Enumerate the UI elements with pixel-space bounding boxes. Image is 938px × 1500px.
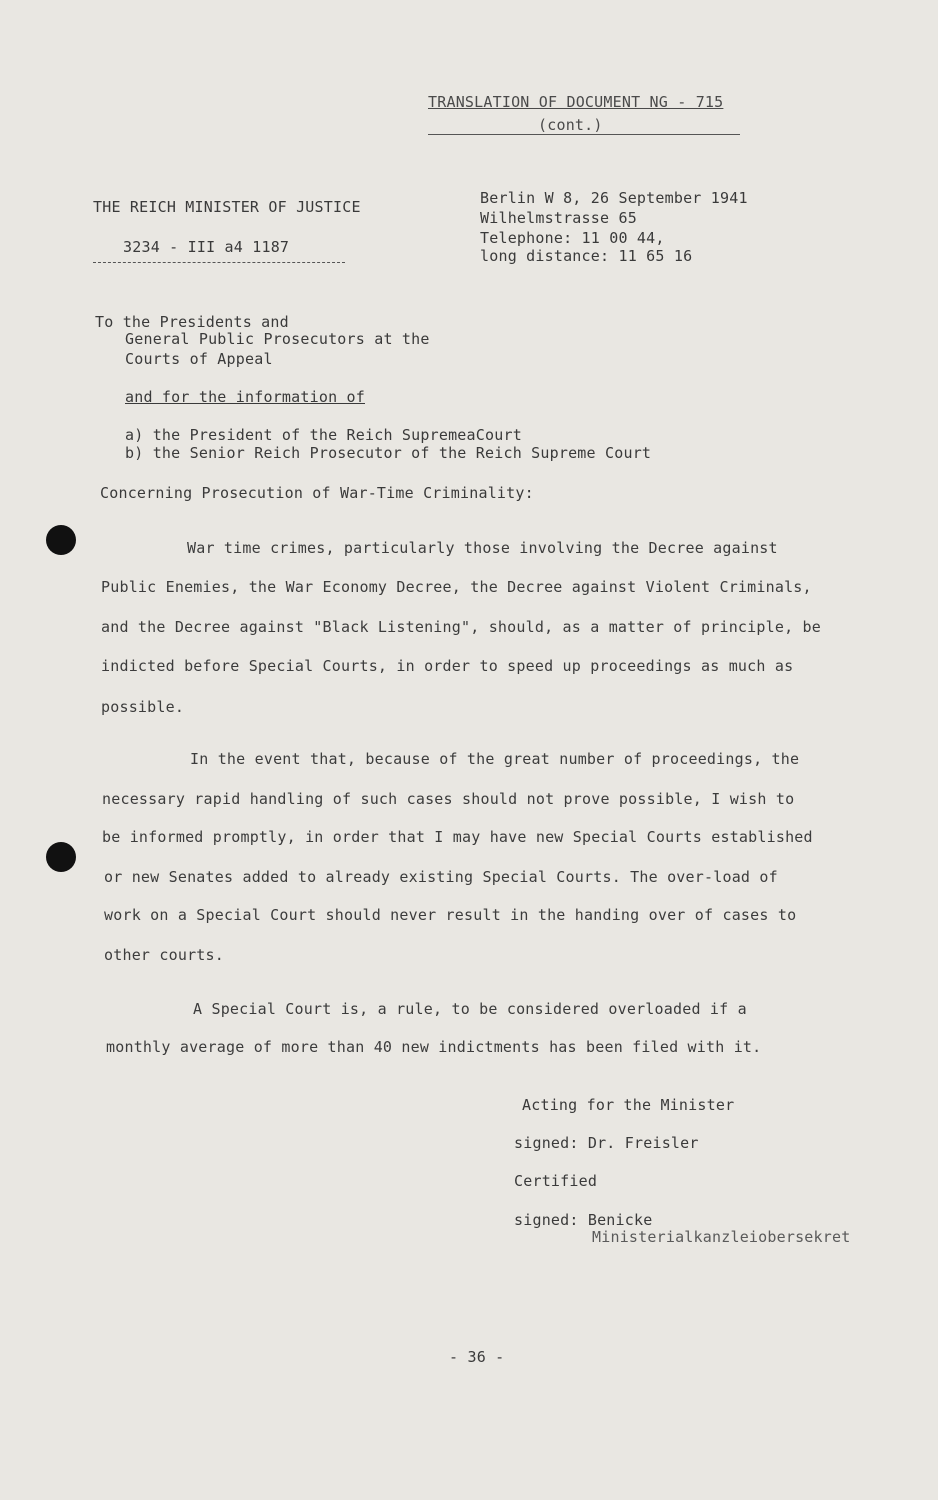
paragraph-2-line-6: other courts. bbox=[104, 946, 224, 964]
address-line-3: Telephone: 11 00 44, bbox=[480, 229, 665, 247]
punch-hole-top bbox=[46, 525, 76, 555]
address-line-4: long distance: 11 65 16 bbox=[480, 247, 693, 265]
paragraph-2-line-5: work on a Special Court should never result in the handing over of cases to bbox=[104, 906, 797, 924]
paragraph-1-line-2: Public Enemies, the War Economy Decree, the Decree against Violent Criminals, bbox=[101, 578, 812, 596]
translation-header-cont: (cont.) bbox=[538, 116, 603, 134]
recipient-line-1: To the Presidents and bbox=[95, 313, 289, 331]
signature-signed-1: signed: Dr. Freisler bbox=[514, 1134, 699, 1152]
recipient-line-3: Courts of Appeal bbox=[125, 350, 273, 368]
address-line-2: Wilhelmstrasse 65 bbox=[480, 209, 637, 227]
header-rule bbox=[428, 134, 740, 135]
paragraph-3-line-2: monthly average of more than 40 new indictments has been filed with it. bbox=[106, 1038, 762, 1056]
paragraph-1-line-3: and the Decree against "Black Listening", should, as a matter of principle, be bbox=[101, 618, 821, 636]
paragraph-1-line-5: possible. bbox=[101, 698, 185, 716]
signature-certified: Certified bbox=[514, 1172, 598, 1190]
recipient-line-2: General Public Prosecutors at the bbox=[125, 330, 430, 348]
signature-acting: Acting for the Minister bbox=[522, 1096, 735, 1114]
paragraph-2-line-4: or new Senates added to already existing Special Courts. The over-load of bbox=[104, 868, 778, 886]
info-heading: and for the information of bbox=[125, 388, 365, 406]
recipient-item-a: a) the President of the Reich SupremeaCourt bbox=[125, 426, 522, 444]
recipient-item-b: b) the Senior Reich Prosecutor of the Reich Supreme Court bbox=[125, 444, 652, 462]
subject-line: Concerning Prosecution of War-Time Criminality: bbox=[100, 484, 534, 502]
reference-rule bbox=[93, 262, 345, 263]
paragraph-1-line-4: indicted before Special Courts, in order to speed up proceedings as much as bbox=[101, 657, 794, 675]
paragraph-2-line-1: In the event that, because of the great number of proceedings, the bbox=[190, 750, 800, 768]
paragraph-2-line-2: necessary rapid handling of such cases should not prove possible, I wish to bbox=[102, 790, 795, 808]
paragraph-1-line-1: War time crimes, particularly those involving the Decree against bbox=[187, 539, 778, 557]
address-line-1: Berlin W 8, 26 September 1941 bbox=[480, 189, 748, 207]
ministry-name: THE REICH MINISTER OF JUSTICE bbox=[93, 198, 361, 216]
punch-hole-bottom bbox=[46, 842, 76, 872]
paragraph-3-line-1: A Special Court is, a rule, to be considered overloaded if a bbox=[193, 1000, 747, 1018]
page-number: - 36 - bbox=[449, 1348, 505, 1366]
reference-number: 3234 - III a4 1187 bbox=[123, 238, 290, 256]
paragraph-2-line-3: be informed promptly, in order that I may have new Special Courts established bbox=[102, 828, 813, 846]
signature-title: Ministerialkanzleiobersekret bbox=[592, 1228, 851, 1246]
signature-signed-2: signed: Benicke bbox=[514, 1211, 653, 1229]
translation-header: TRANSLATION OF DOCUMENT NG - 715 bbox=[428, 93, 724, 111]
